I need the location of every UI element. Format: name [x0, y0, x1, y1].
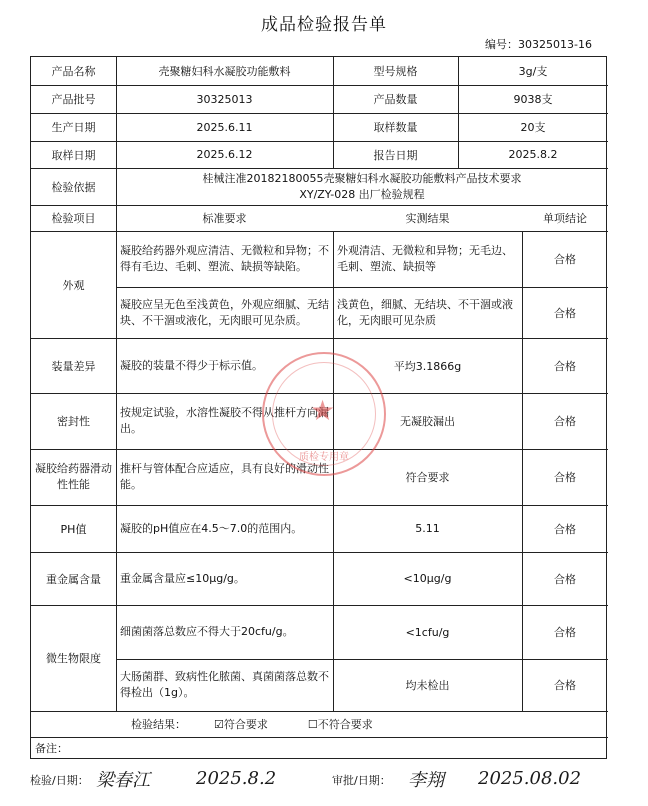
- prod-date-value: 2025.6.11: [196, 120, 253, 134]
- fail-label: 不符合要求: [317, 718, 373, 731]
- report-title: 成品检验报告单: [261, 15, 387, 35]
- sample-qty-value: 20支: [520, 121, 546, 134]
- remark-label: 备注：: [35, 742, 68, 755]
- sample-date-value: 2025.6.12: [196, 148, 253, 161]
- micro-result-1: <1cfu/g: [405, 625, 450, 639]
- inspector-label: 检验/日期：: [30, 774, 89, 787]
- inspector-signature: 梁春江: [96, 770, 150, 791]
- star-icon: ★: [310, 394, 336, 427]
- pass-label: 符合要求: [223, 718, 268, 731]
- spec-value: 3g/支: [518, 65, 548, 78]
- micro-standard-2: 大肠菌群、致病性化脓菌、真菌菌落总数不得检出（1g）。: [120, 670, 329, 699]
- inspection-result-label: 检验结果：: [131, 718, 186, 731]
- micro-conclusion-1: 合格: [554, 626, 576, 639]
- fill-result: 平均3.1866g: [393, 359, 462, 373]
- document-number: 编号：30325013-16: [485, 38, 592, 51]
- fill-conclusion: 合格: [554, 359, 576, 373]
- quality-seal-stamp: [262, 352, 386, 476]
- product-name-value: 壳聚糖妇科水凝胶功能敷料: [158, 65, 291, 78]
- sample-date-label: 取样日期: [51, 148, 96, 162]
- fail-checkbox[interactable]: ☐: [307, 717, 318, 731]
- reviewer-date: 2025.08.02: [478, 768, 582, 789]
- ph-standard: 凝胶的pH值应在4.5～7.0的范围内。: [120, 521, 303, 535]
- appearance-result-2: 浅黄色，细腻、无结块、不干涸或液化，无肉眼可见杂质: [337, 297, 513, 327]
- basis-line-2: XY/ZY-028 出厂检验规程: [299, 187, 425, 201]
- fill-standard: 凝胶的装量不得少于标示值。: [120, 358, 263, 372]
- spec-label: 型号规格: [373, 65, 418, 78]
- stamp-text: 质检专用章: [299, 452, 349, 463]
- batch-label: 产品批号: [51, 93, 96, 106]
- inspection-result-line: [131, 711, 531, 737]
- metal-result: <10μg/g: [403, 572, 452, 585]
- basis-value: [116, 168, 608, 205]
- reviewer-label: 审批/日期：: [332, 774, 391, 787]
- ph-item: PH值: [60, 522, 87, 536]
- appearance-conclusion-2: 合格: [554, 306, 576, 320]
- appearance-result-1: 外观清洁、无微粒和异物；无毛边、毛刺、塑流、缺损等: [337, 244, 513, 273]
- appearance-standard-2: 凝胶应呈无色至浅黄色，外观应细腻、无结块、不干涸或液化，无肉眼可见杂质。: [120, 297, 329, 327]
- inspector-date: 2025.8.2: [196, 768, 277, 789]
- header-conclusion: 单项结论: [543, 212, 587, 225]
- ph-conclusion: 合格: [554, 522, 576, 536]
- micro-item: 微生物限度: [46, 652, 101, 665]
- pass-checkbox[interactable]: ☑: [214, 717, 224, 731]
- slide-standard: 推杆与管体配合应适应，具有良好的滑动性能。: [120, 462, 329, 491]
- appearance-conclusion-1: 合格: [554, 253, 576, 266]
- appearance-standard-1: 凝胶给药器外观应清洁、无微粒和异物；不得有毛边、毛刺、塑流、缺损等缺陷。: [120, 244, 329, 273]
- metal-standard: 重金属含量应≤10μg/g。: [120, 571, 245, 585]
- seal-conclusion: 合格: [554, 415, 576, 428]
- micro-standard-1: 细菌菌落总数应不得大于20cfu/g。: [120, 625, 294, 638]
- basis-line-1: 桂械注准20182180055壳聚糖妇科水凝胶功能敷料产品技术要求: [202, 171, 522, 185]
- report-date-label: 报告日期: [373, 148, 418, 162]
- reviewer-signature: 李翔: [408, 770, 444, 791]
- slide-conclusion: 合格: [554, 471, 576, 484]
- slide-item: 凝胶给药器滑动性性能: [35, 462, 112, 491]
- prod-date-label: 生产日期: [51, 121, 96, 134]
- seal-result: 无凝胶漏出: [400, 415, 455, 428]
- batch-value: 30325013: [196, 92, 253, 106]
- basis-label: 检验依据: [51, 180, 96, 194]
- fill-item: 装量差异: [51, 359, 96, 373]
- sample-qty-label: 取样数量: [373, 121, 418, 134]
- header-item: 检验项目: [51, 212, 96, 225]
- slide-result: 符合要求: [405, 471, 450, 484]
- seal-item: 密封性: [57, 415, 90, 428]
- qty-label: 产品数量: [373, 93, 418, 106]
- ph-result: 5.11: [415, 522, 440, 535]
- header-result: 实测结果: [405, 212, 450, 225]
- metal-conclusion: 合格: [554, 572, 576, 586]
- metal-item: 重金属含量: [46, 572, 101, 586]
- micro-conclusion-2: 合格: [554, 679, 576, 692]
- report-date-value: 2025.8.2: [508, 148, 558, 161]
- qty-value: 9038支: [513, 93, 553, 106]
- seal-standard: 按规定试验，水溶性凝胶不得从推杆方向漏出。: [120, 406, 329, 435]
- product-name-label: 产品名称: [51, 65, 96, 78]
- micro-result-2: 均未检出: [405, 679, 450, 692]
- appearance-item: 外观: [62, 278, 85, 292]
- header-standard: 标准要求: [202, 212, 247, 225]
